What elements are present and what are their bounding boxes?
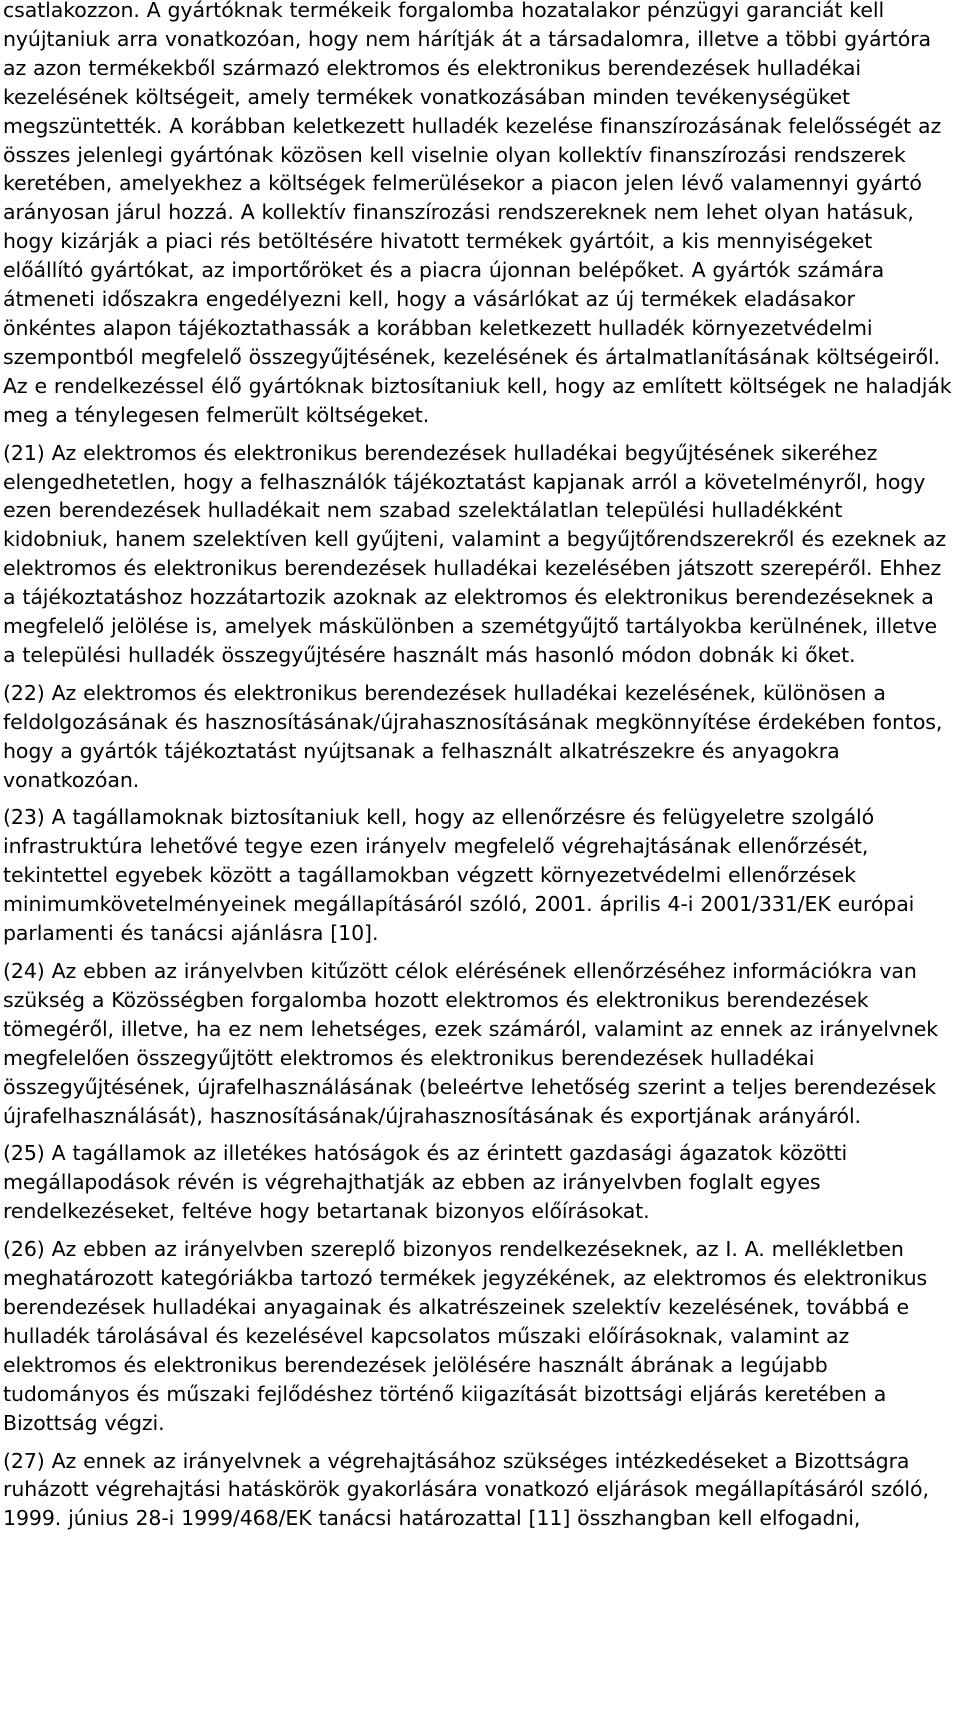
paragraph-21: (21) Az elektromos és elektronikus berendezések hulladékai begyűjtésének sikeréhez elengedhetetlen, hogy a felhasználók tájékoztatást kapjanak arról a követelményről, hogy ezen berendezések hulladékait nem szabad szelektálatlan települési hulladékként kidobniuk, hanem szelektíven kell gyűjteni, valamint a begyűjtőrendszerekről és ezeknek az elektromos és elektronikus berendezések hulladékai kezelésében játszott szerepéről. Ehhez a tájékoztatáshoz hozzátartozik azoknak az elektromos és elektronikus berendezéseknek a megfelelő jelölése is, amelyek máskülönben a szemétgyűjtő tartályokba kerülnének, illetve a települési hulladék összegyűjtésére használt más hasonló módon dobnák ki őket.	[3, 440, 947, 667]
paragraph-26: (26) Az ebben az irányelvben szereplő bizonyos rendelkezéseknek, az I. A. mellékletben meghatározott kategóriákba tartozó termékek jegyzékének, az elektromos és elektronikus berendezések hulladékai anyagainak és alkatrészeinek szelektív kezelésének, továbbá e hulladék tárolásával és kezelésével kapcsolatos műszaki előírásoknak, valamint az elektromos és elektronikus berendezések jelölésére használt ábrának a legújabb tudományos és műszaki fejlődéshez történő kiigazítását bizottsági eljárás keretében a Bizottság végzi.	[3, 1237, 928, 1435]
paragraph-22: (22) Az elektromos és elektronikus berendezések hulladékai kezelésének, különösen a feldolgozásának és hasznosításának/újrahasznosításának megkönnyítése érdekében fontos, hogy a gyártók tájékoztatást nyújtsanak a felhasznált alkatrészekre és anyagokra vonatkozóan.	[3, 680, 943, 792]
paragraph-27: (27) Az ennek az irányelvnek a végrehajtásához szükséges intézkedéseket a Bizottságra ruházott végrehajtási hatáskörök gyakorlására vonatkozó eljárások megállapításáról szóló, 1999. június 28-i 1999/468/EK tanácsi határozattal [11] összhangban kell elfogadni,	[3, 1448, 929, 1531]
paragraph-24: (24) Az ebben az irányelvben kitűzött célok elérésének ellenőrzéséhez információkra van szükség a Közösségben forgalomba hozott elektromos és elektronikus berendezések tömegéről, illetve, ha ez nem lehetséges, ezek számáról, valamint az ennek az irányelvnek megfelelően összegyűjtött elektromos és elektronikus berendezések hulladékai összegyűjtésének, újrafelhasználásának (beleértve lehetőség szerint a teljes berendezések újrafelhasználását), hasznosításának/újrahasznosításának és exportjának arányáról.	[3, 959, 939, 1128]
paragraph-23: (23) A tagállamoknak biztosítaniuk kell, hogy az ellenőrzésre és felügyeletre szolgáló infrastruktúra lehetővé tegye ezen irányelv megfelelő végrehajtásának ellenőrzését, tekintettel egyebek között a tagállamokban végzett környezetvédelmi ellenőrzések minimumkövetelményeinek megállapításáról szóló, 2001. április 4-i 2001/331/EK európai parlamenti és tanácsi ajánlásra [10].	[3, 805, 915, 946]
paragraph-intro: csatlakozzon. A gyártóknak termékeik forgalomba hozatalakor pénzügyi garanciát kell nyújtaniuk arra vonatkozóan, hogy nem hárítják át a társadalomra, illetve a többi gyártóra az azon termékekből származó elektromos és elektronikus berendezések hulladékai kezelésének költségeit, amely termékek vonatkozásában minden tevékenységüket megszüntették. A korábban keletkezett hulladék kezelése finanszírozásának felelősségét az összes jelenlegi gyártónak közösen kell viselnie olyan kollektív finanszírozási rendszerek keretében, amelyekhez a költségek felmerülésekor a piacon jelen lévő valamennyi gyártó arányosan járul hozzá. A kollektív finanszírozási rendszereknek nem lehet olyan hatásuk, hogy kizárják a piaci rés betöltésére hivatott termékek gyártóit, a kis mennyiségeket előállító gyártókat, az importőröket és a piacra újonnan belépőket. A gyártók számára átmeneti időszakra engedélyezni kell, hogy a vásárlókat az új termékek eladásakor önkéntes alapon tájékoztathassák a korábban keletkezett hulladék környezetvédelmi szempontból megfelelő összegyűjtésének, kezelésének és ártalmatlanításának költségeiről. Az e rendelkezéssel élő gyártóknak biztosítaniuk kell, hogy az említett költségek ne haladják meg a ténylegesen felmerült költségeket.	[3, 0, 952, 427]
paragraph-25: (25) A tagállamok az illetékes hatóságok és az érintett gazdasági ágazatok közötti megállapodások révén is végrehajthatják az ebben az irányelvben foglalt egyes rendelkezéseket, feltéve hogy betartanak bizonyos előírásokat.	[3, 1141, 848, 1224]
